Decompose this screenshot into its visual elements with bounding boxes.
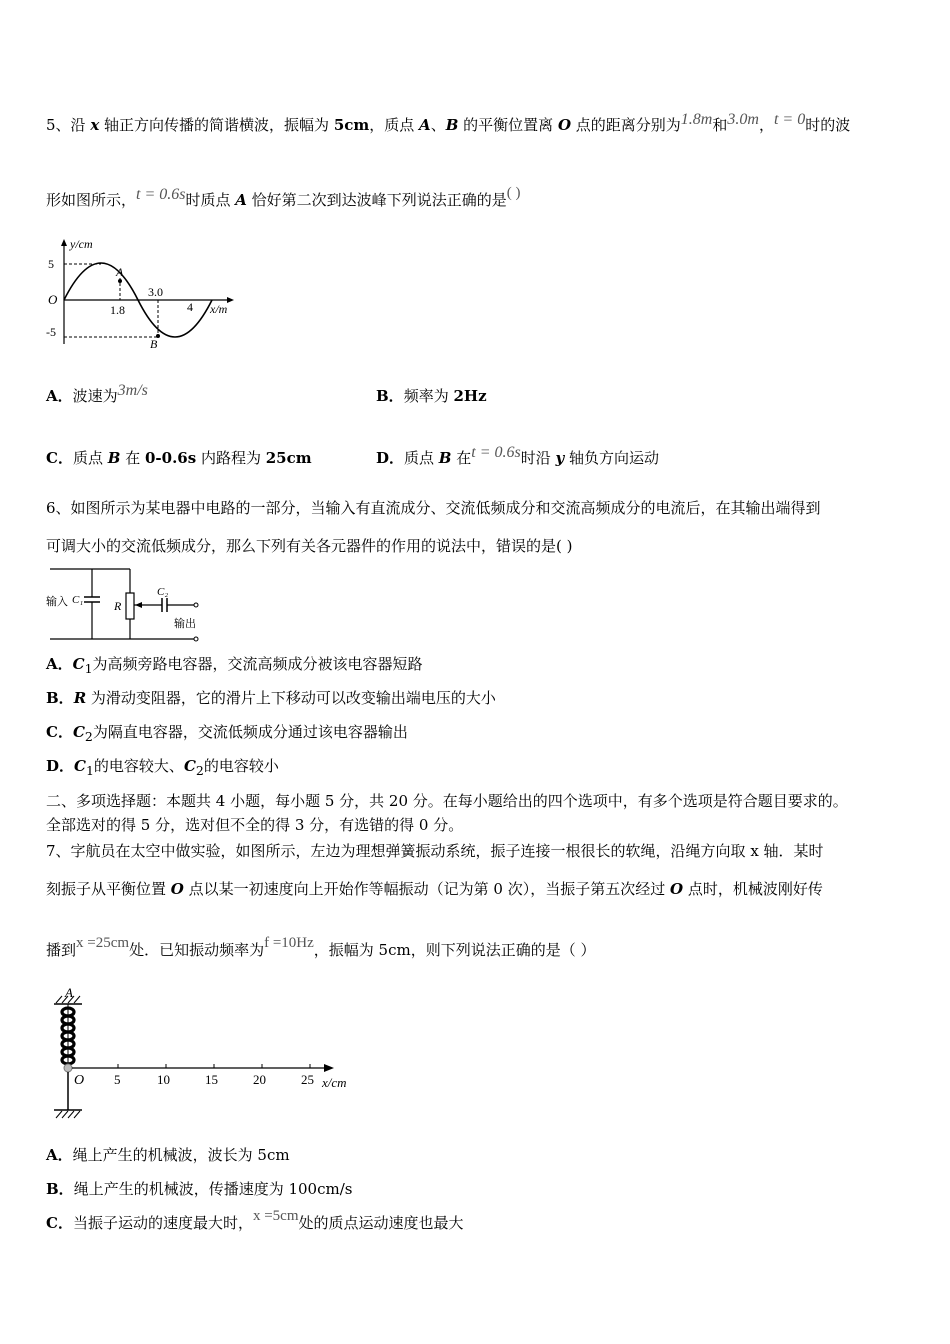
point-a-label: A	[116, 265, 124, 279]
x-axis-arrow	[227, 297, 234, 303]
point-a-label: A	[65, 985, 73, 1000]
r-label: R	[114, 599, 122, 613]
q5-option-b[interactable]: B．频率为 2Hz	[376, 387, 487, 405]
y-axis-arrow	[61, 239, 67, 246]
q7-option-a[interactable]: A．绳上产生的机械波，波长为 5cm	[46, 1146, 290, 1164]
point-b-label: B	[150, 337, 158, 351]
q6-line2: 可调大小的交流低频成分，那么下列有关各元器件的作用的说法中，错误的是( )	[46, 537, 573, 555]
q7-spring-figure	[44, 984, 364, 1129]
q5-line2: 形如图所示，t = 0.6s时质点 A 恰好第二次到达波峰下列说法正确的是( )	[46, 185, 521, 209]
q7-line3: 播到x =25cm处．已知振动频率为f =10Hz，振幅为 5cm，则下列说法正确的是（ ）	[46, 935, 596, 959]
origin-label: O	[48, 292, 58, 307]
x-tick-4: 4	[187, 300, 193, 314]
x-tick-18: 1.8	[110, 303, 125, 317]
y-tick-top: 5	[48, 257, 54, 271]
q7-option-b[interactable]: B．绳上产生的机械波，传播速度为 100cm/s	[46, 1180, 353, 1198]
origin-label: O	[74, 1073, 85, 1088]
c2-label: C₂	[157, 586, 169, 598]
point-a	[118, 279, 122, 283]
c1-label: C₁	[72, 594, 84, 606]
q6-option-b[interactable]: B．R 为滑动变阻器，它的滑片上下移动可以改变输出端电压的大小	[46, 689, 496, 707]
section2-line1: 二、多项选择题：本题共 4 小题，每小题 5 分，共 20 分。在每小题给出的四个选项中，有多个选项是符合题目要求的。	[46, 792, 848, 810]
floor-hatch	[56, 1111, 80, 1118]
q7-line2: 刻振子从平衡位置 O 点以某一初速度向上开始作等幅振动（记为第 0 次），当振子第五次经过 O 点时，机械波刚好传	[46, 880, 823, 898]
x-tick-25: 25	[301, 1072, 314, 1087]
output-label: 输出	[174, 618, 196, 630]
q5-option-c[interactable]: C．质点 B 在 0-0.6s 内路程为 25cm	[46, 449, 312, 467]
x-label: x/m	[210, 302, 228, 316]
x-axis-arrow	[324, 1064, 334, 1072]
x-tick-5: 5	[114, 1072, 121, 1087]
y-tick-bottom: -5	[46, 325, 56, 339]
q5-wave-figure	[44, 236, 244, 352]
q7-line1: 7、字航员在太空中做实验，如图所示，左边为理想弹簧振动系统，振子连接一根很长的软绳，沿绳方向取 x 轴．某时	[46, 842, 824, 860]
q5-option-a[interactable]: A．波速为3m/s	[46, 382, 148, 405]
section2-line2: 全部选对的得 5 分，选对但不全的得 3 分，有选错的得 0 分。	[46, 816, 464, 834]
x-tick-20: 20	[253, 1072, 266, 1087]
resistor	[126, 593, 134, 619]
y-label: y/cm	[70, 237, 93, 251]
q6-circuit-figure	[44, 565, 209, 643]
q6-option-a[interactable]: A．$C_1$为高频旁路电容器，交流高频成分被该电容器短路	[46, 655, 423, 676]
q6-option-c[interactable]: C．$C_2$为隔直电容器，交流低频成分通过该电容器输出	[46, 723, 408, 744]
x-label: x/cm	[322, 1075, 347, 1090]
x-tick-10: 10	[157, 1072, 170, 1087]
x-tick-30: 3.0	[148, 285, 163, 299]
q6-option-d[interactable]: D．$C_1$的电容较大、$C_2$的电容较小	[46, 757, 279, 778]
q5-option-d[interactable]: D．质点 B 在t = 0.6s时沿 y 轴负方向运动	[376, 444, 660, 467]
input-label: 输入	[46, 596, 68, 608]
x-tick-15: 15	[205, 1072, 218, 1087]
slider-arrow	[135, 602, 142, 608]
q6-line1: 6、如图所示为某电器中电路的一部分，当输入有直流成分、交流低频成分和交流高频成分的电流后，在其输出端得到	[46, 499, 821, 517]
q7-option-c[interactable]: C．当振子运动的速度最大时，x =5cm处的质点运动速度也最大	[46, 1208, 464, 1232]
oscillator-ball	[64, 1064, 72, 1072]
q5-line1: 5、沿 x 轴正方向传播的简谐横波，振幅为 5cm，质点 A、B 的平衡位置离 O 点的距离分别为1.8m和3.0m，t = 0时的波	[46, 111, 851, 134]
